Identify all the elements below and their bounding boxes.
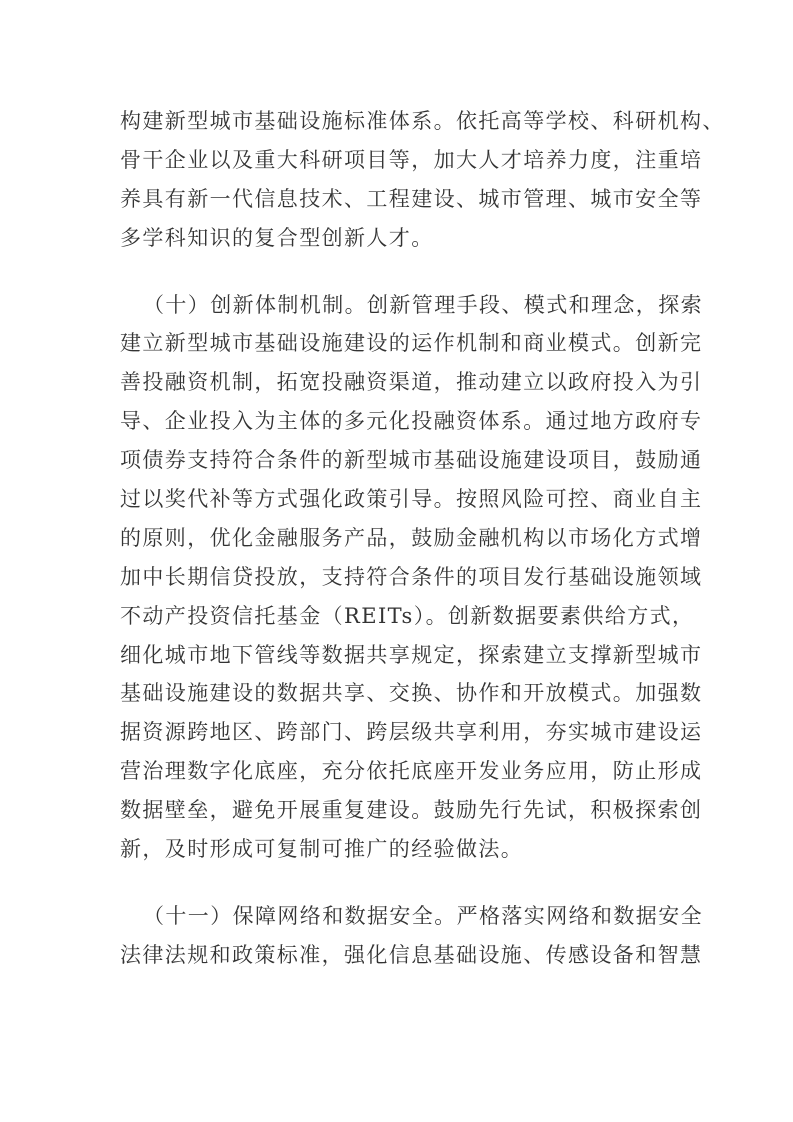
- text-line: 过以奖代补等方式强化政策引导。按照风险可控、商业自主: [120, 487, 703, 512]
- text-line: 骨干企业以及重大科研项目等，加大人才培养力度，注重培: [120, 147, 703, 172]
- text-line: 据资源跨地区、跨部门、跨层级共享利用，夯实城市建设运: [120, 720, 703, 745]
- text-line: 的原则，优化金融服务产品，鼓励金融机构以市场化方式增: [120, 525, 703, 550]
- text-line: 建立新型城市基础设施建设的运作机制和商业模式。创新完: [120, 331, 703, 356]
- text-line: 加中长期信贷投放，支持符合条件的项目发行基础设施领域: [120, 564, 703, 589]
- text-line: 新，及时形成可复制可推广的经验做法。: [120, 837, 524, 862]
- paragraph-spacer: [120, 258, 676, 286]
- section-heading-line: （十一）保障网络和数据安全。严格落实网络和数据安全: [143, 903, 703, 928]
- text-line: 养具有新一代信息技术、工程建设、城市管理、城市安全等: [120, 186, 703, 211]
- text-line: 不动产投资信托基金（REITs）。创新数据要素供给方式，: [120, 603, 695, 628]
- text-line: 善投融资机制，拓宽投融资渠道，推动建立以政府投入为引: [120, 370, 703, 395]
- text-line: 项债券支持符合条件的新型城市基础设施建设项目，鼓励通: [120, 448, 703, 473]
- paragraph-spacer: [120, 869, 676, 897]
- text-line: 细化城市地下管线等数据共享规定，探索建立支撑新型城市: [120, 642, 703, 667]
- document-page: [120, 102, 725, 975]
- text-line: 导、企业投入为主体的多元化投融资体系。通过地方政府专: [120, 409, 703, 434]
- paragraph-section-11-network-data-security: [120, 897, 703, 975]
- text-line: 营治理数字化底座，充分依托底座开发业务应用，防止形成: [120, 759, 703, 784]
- text-line: 数据壁垒，避免开展重复建设。鼓励先行先试，积极探索创: [120, 798, 703, 823]
- text-line: 构建新型城市基础设施标准体系。依托高等学校、科研机构、: [120, 109, 725, 133]
- text-line: 多学科知识的复合型创新人才。: [120, 225, 434, 250]
- paragraph-section-10-innovation-mechanism: [120, 286, 703, 869]
- text-line: 基础设施建设的数据共享、交换、协作和开放模式。加强数: [120, 681, 703, 706]
- paragraph-talent-cultivation: [120, 102, 725, 258]
- section-heading-line: （十）创新体制机制。创新管理手段、模式和理念，探索: [143, 292, 703, 317]
- text-line: 法律法规和政策标准，强化信息基础设施、传感设备和智慧: [120, 942, 703, 967]
